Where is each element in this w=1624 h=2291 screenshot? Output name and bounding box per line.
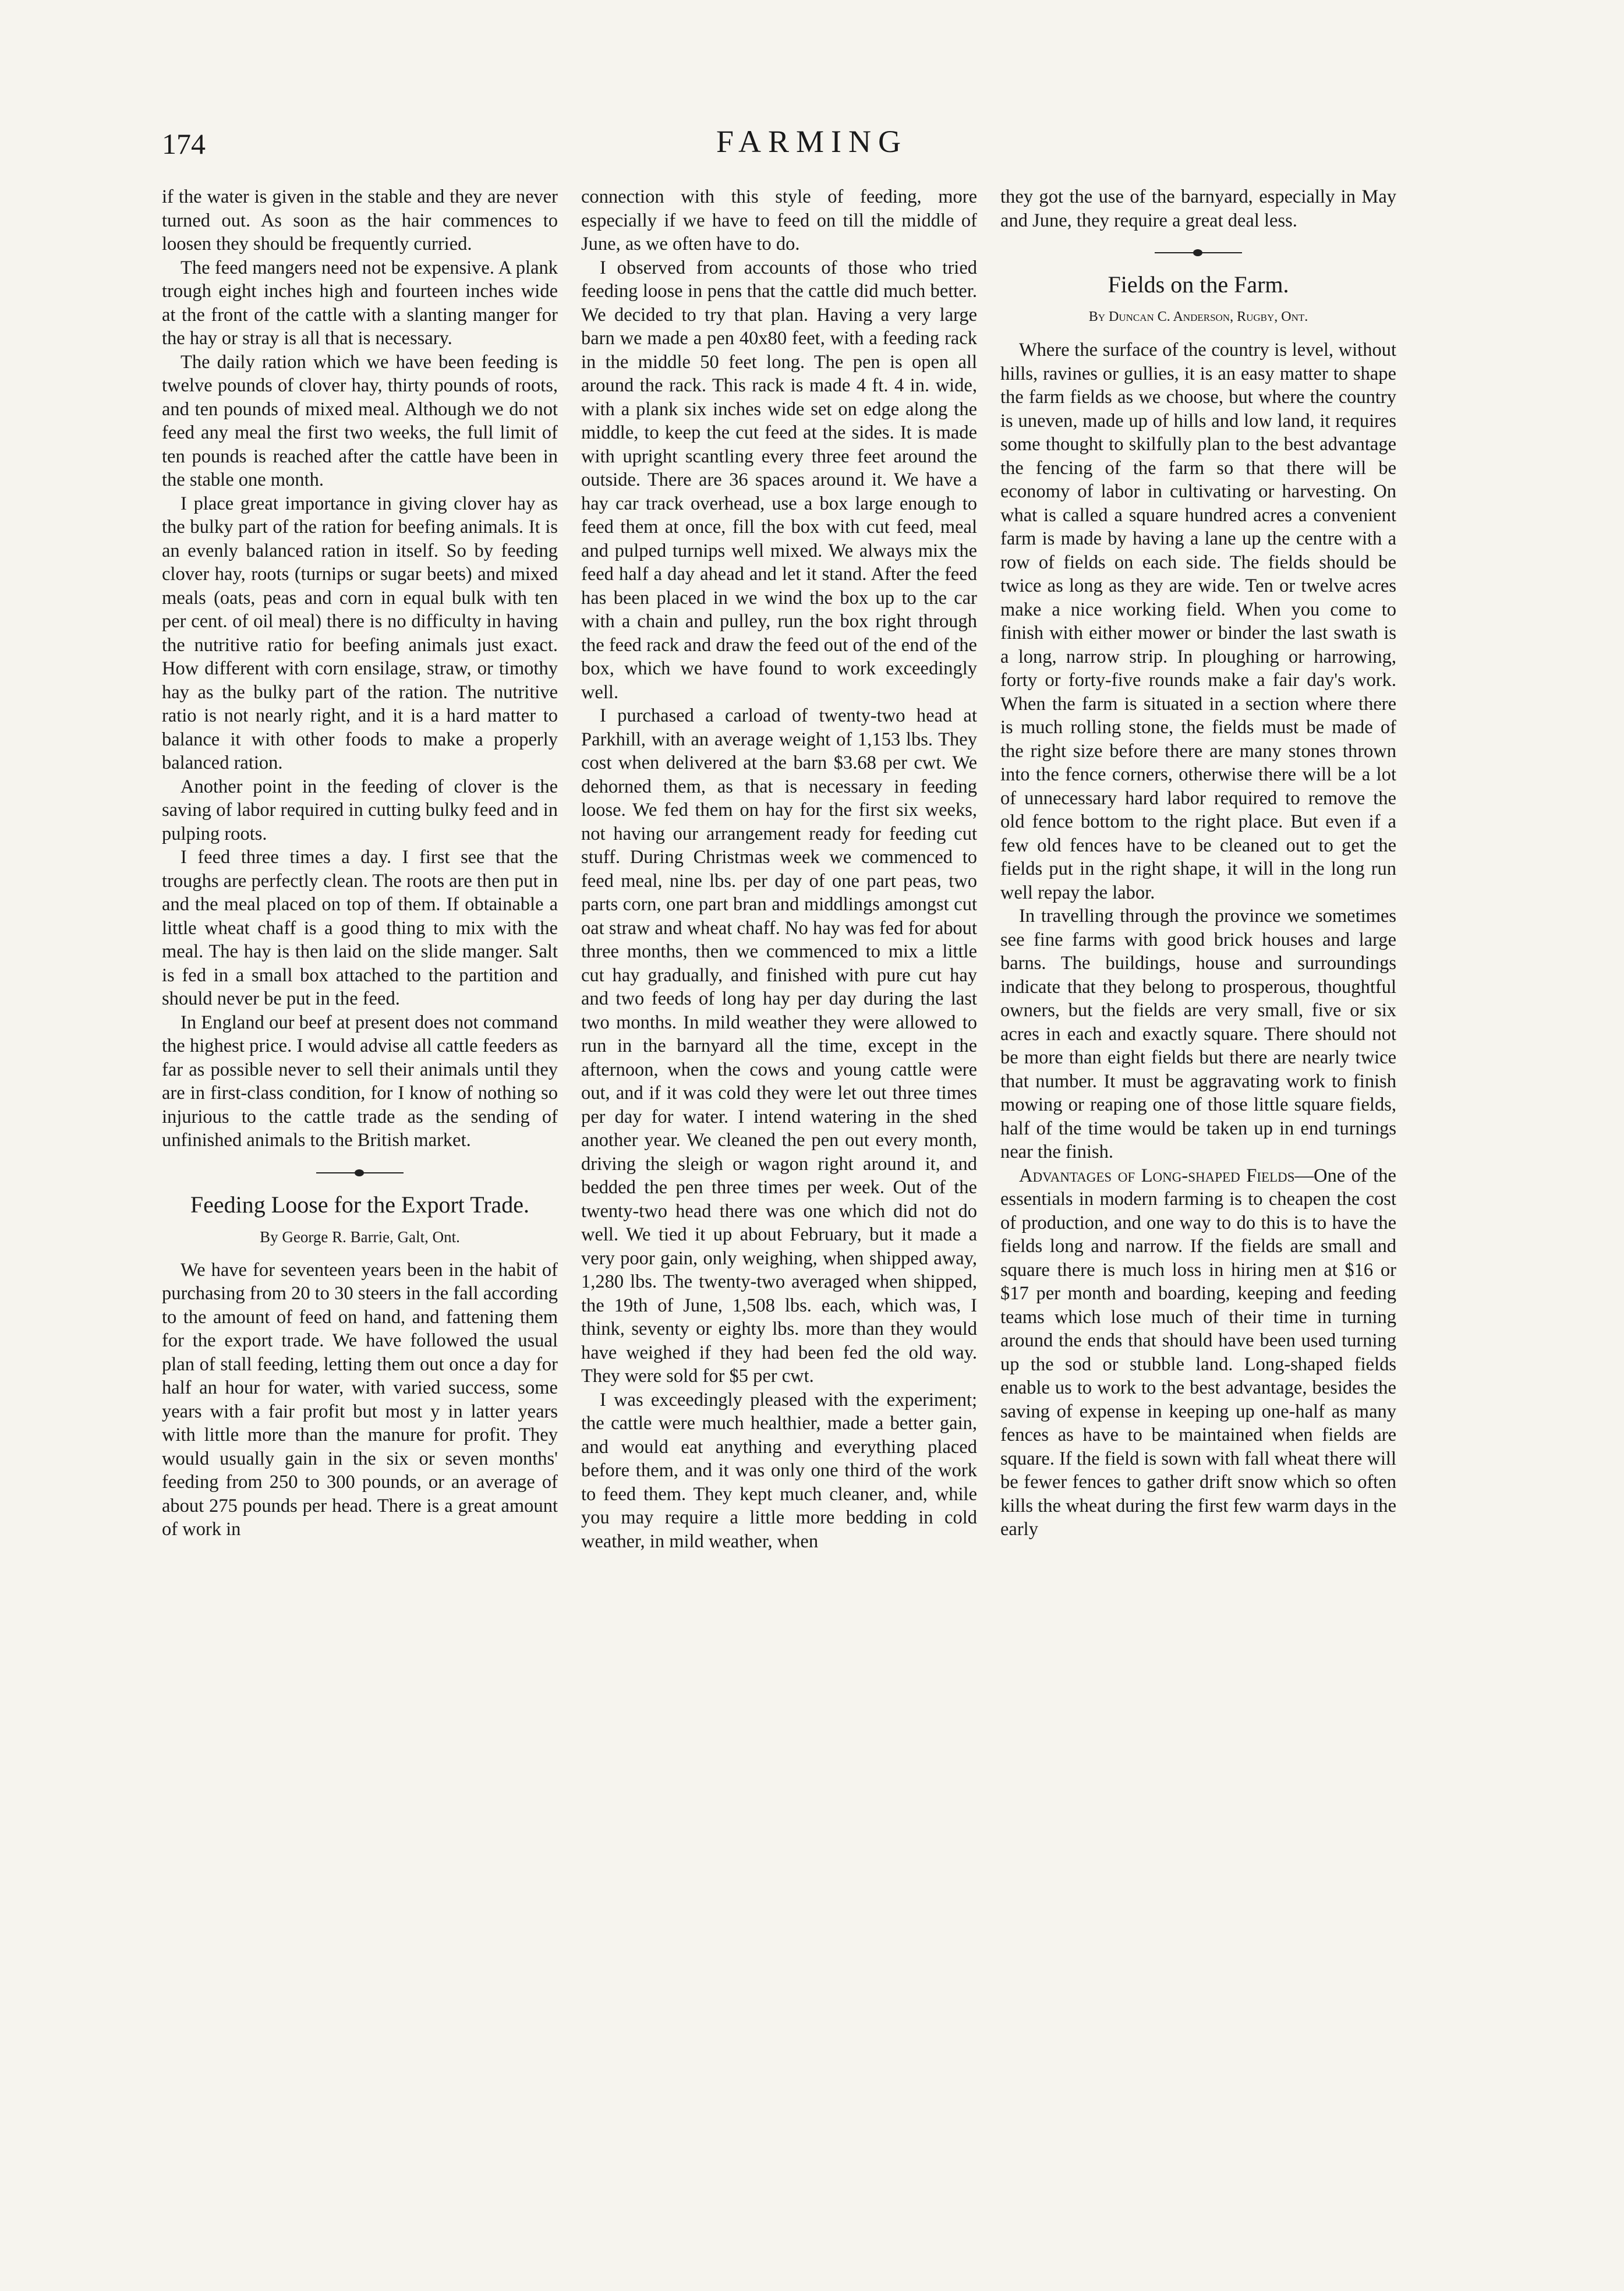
paragraph: I observed from accounts of those who tried feeding loose in pens that the cattle did much better. We decided to try that plan. Having a very large barn we made a pen 40x80 feet, with a feeding rack in the middle 50 feet long. The pen is open all around the rack. This rack is made 4 ft. 4 in. wide, with a plank six inches wide set on edge along the middle, to keep the cut feed at the sides. It is made with upright scantling every three feet around the outside. There are 36 spaces around it. We have a hay car track overhead, use a box large enough to feed them at once, fill the box with cut feed, meal and pulped turnips well mixed. We always mix the feed half a day ahead and let it stand. After the feed has been placed in we wind the box up to the car with a chain and pulley, run the box right through the feed rack and draw the feed out of the end of the box, which we have found to work exceedingly well. xyxy=(581,257,977,703)
page-number: 174 xyxy=(162,128,206,160)
paragraph: I purchased a carload of twenty-two head at Parkhill, with an average weight of 1,153 lbs. They cost when delivered at the barn $3.68 per cwt. We dehorned them, as that is necessary in feeding loose. We fed them on hay for the first six weeks, not having our arrangement ready for feeding cut stuff. During Christmas week we commenced to feed meal, nine lbs. per day of one part peas, two parts corn, one part bran and middlings amongst cut oat straw and wheat chaff. No hay was fed for about three months, then we commenced to mix a little cut hay gradually, and finished with pure cut hay and two feeds of long hay per day during the last two months. In mild weather they were allowed to run in the barnyard all the time, except in the afternoon, when the cows and young cattle were out, and if it was cold they were let out three times per day for water. I intend watering in the shed another year. We cleaned the pen out every month, driving the sleigh or wagon right around it, and bedded the pen three times per week. Out of the twenty-two head there was one which did not do well. We tied it up about February, but it made a very poor gain, only weighing, when shipped away, 1,280 lbs. The twenty-two averaged when shipped, the 19th of June, 1,508 lbs. each, which was, I think, seventy or eighty lbs. more than they would have weighed if they had been fed the old way. They were sold for $5 per cwt. xyxy=(581,705,977,1387)
article-title: Fields on the Farm. xyxy=(1108,271,1289,298)
column-3 xyxy=(1000,185,1396,2154)
paragraph: I feed three times a day. I first see that the troughs are perfectly clean. The roots are then put in and the meal placed on top of them. If obtainable a little wheat chaff is a good thing to mix with the meal. The hay is then laid on the slide manger. Salt is fed in a small box attached to the partition and should never be put in the feed. xyxy=(162,847,558,1009)
section-divider xyxy=(1155,252,1242,253)
run-in-heading: Advantages of Long-shaped Fields xyxy=(1019,1165,1295,1186)
paragraph: In England our beef at present does not command the highest price. I would advise all cattle feeders as far as possible never to sell their animals until they are in first-class condition, for I know of nothing so injurious to the cattle trade as the sending of unfinished animals to the British market. xyxy=(162,1012,558,1151)
article-title: Feeding Loose for the Export Trade. xyxy=(190,1191,530,1218)
running-head: FARMING xyxy=(716,124,908,159)
paragraph xyxy=(1000,1164,1396,1542)
paragraph: Another point in the feeding of clover is the saving of labor required in cutting bulky feed and in pulping roots. xyxy=(162,776,558,844)
paragraph: connection with this style of feeding, more especially if we have to feed on till the middle of June, as we often have to do. xyxy=(581,186,977,254)
section-divider xyxy=(316,1172,404,1173)
paragraph: The feed mangers need not be expensive. A plank trough eight inches high and fourteen inches wide at the front of the cattle with a slanting manger for the hay or stray is all that is necessary. xyxy=(162,257,558,349)
paragraph-text: —One of the essentials in modern farming is to cheapen the cost of production, and one way to do this is to have the fields long and narrow. If the fields are small and square there is much loss in hiring men at $16 or $17 per month and boarding, keeping and feeding teams which lose much of their time in turning around the ends that should have been used turning up the sod or stubble land. Long-shaped fields enable us to work to the best advantage, besides the saving of expense in keeping up one-half as many fences as have to be maintained when fields are square. If the field is sown with fall wheat there will be fewer fences to gather drift snow which so often kills the wheat during the first few warm days in the early xyxy=(1000,1165,1396,1540)
paragraph: if the water is given in the stable and they are never turned out. As soon as the hair commences to loosen they should be frequently curried. xyxy=(162,186,558,254)
paragraph: they got the use of the barnyard, especially in May and June, they require a great deal less. xyxy=(1000,186,1396,231)
text-columns xyxy=(162,185,1396,2154)
byline: By George R. Barrie, Galt, Ont. xyxy=(260,1228,460,1246)
byline: By Duncan C. Anderson, Rugby, Ont. xyxy=(1088,309,1308,324)
paragraph: We have for seventeen years been in the habit of purchasing from 20 to 30 steers in the fall according to the amount of feed on hand, and fattening them for the export trade. We have followed the usual plan of stall feeding, letting them out once a day for half an hour for water, with varied success, some years with a fair profit but most y in latter years with little more than the manure for profit. They would usually gain in the six or seven months' feeding from 250 to 300 pounds, or an average of about 275 pounds per head. There is a great amount of work in xyxy=(162,1259,558,1540)
column-2 xyxy=(581,185,977,2154)
column-1 xyxy=(162,185,558,2154)
paragraph: I was exceedingly pleased with the experiment; the cattle were much healthier, made a better gain, and would eat anything and everything placed before them, and it was only one third of the work to feed them. They kept much cleaner, and, while you may require a little more bedding in cold weather, in mild weather, when xyxy=(581,1389,977,1552)
paragraph: In travelling through the province we sometimes see fine farms with good brick houses and large barns. The buildings, house and surroundings indicate that they belong to prosperous, thoughtful owners, but the fields are very small, five or six acres in each and exactly square. There should not be more than eight fields but there are nearly twice that number. It must be aggravating work to finish mowing or reaping one of those little square fields, half of the time would be taken up in end turnings near the finish. xyxy=(1000,906,1396,1162)
paragraph: Where the surface of the country is level, without hills, ravines or gullies, it is an easy matter to shape the farm fields as we choose, but where the country is uneven, made up of hills and low land, it requires some thought to skilfully plan to the best advantage the fencing of the farm so that there will be economy of labor in cultivating or harvesting. On what is called a square hundred acres a convenient farm is made by having a lane up the centre with a row of fields on each side. The fields should be twice as long as they are wide. Ten or twelve acres make a nice working field. When you come to finish with either mower or binder the last swath is a long, narrow strip. In ploughing or harrowing, forty or forty-five rounds make a fair day's work. When the farm is situated in a section where there is much rolling stone, the fields must be made of the right size before there are many stones thrown into the fence corners, otherwise there will be a lot of unnecessary hard labor required to remove the old fence bottom to the right place. But even if a few old fences have to be cleaned out to get the fields put in the right shape, it will in the long run well repay the labor. xyxy=(1000,340,1396,903)
paragraph: I place great importance in giving clover hay as the bulky part of the ration for beefing animals. It is an evenly balanced ration in itself. So by feeding clover hay, roots (turnips or sugar beets) and mixed meals (oats, peas and corn in equal bulk with ten per cent. of oil meal) there is no difficulty in having the nutritive ratio for beefing animals just exact. How different with corn ensilage, straw, or timothy hay as the bulky part of the ration. The nutritive ratio is not nearly right, and it is a hard matter to balance it with other foods to make a properly balanced ration. xyxy=(162,493,558,773)
paragraph: The daily ration which we have been feeding is twelve pounds of clover hay, thirty pounds of roots, and ten pounds of mixed meal. Although we do not feed any meal the first two weeks, the full limit of ten pounds is reached after the cattle have been in the stable one month. xyxy=(162,351,558,490)
